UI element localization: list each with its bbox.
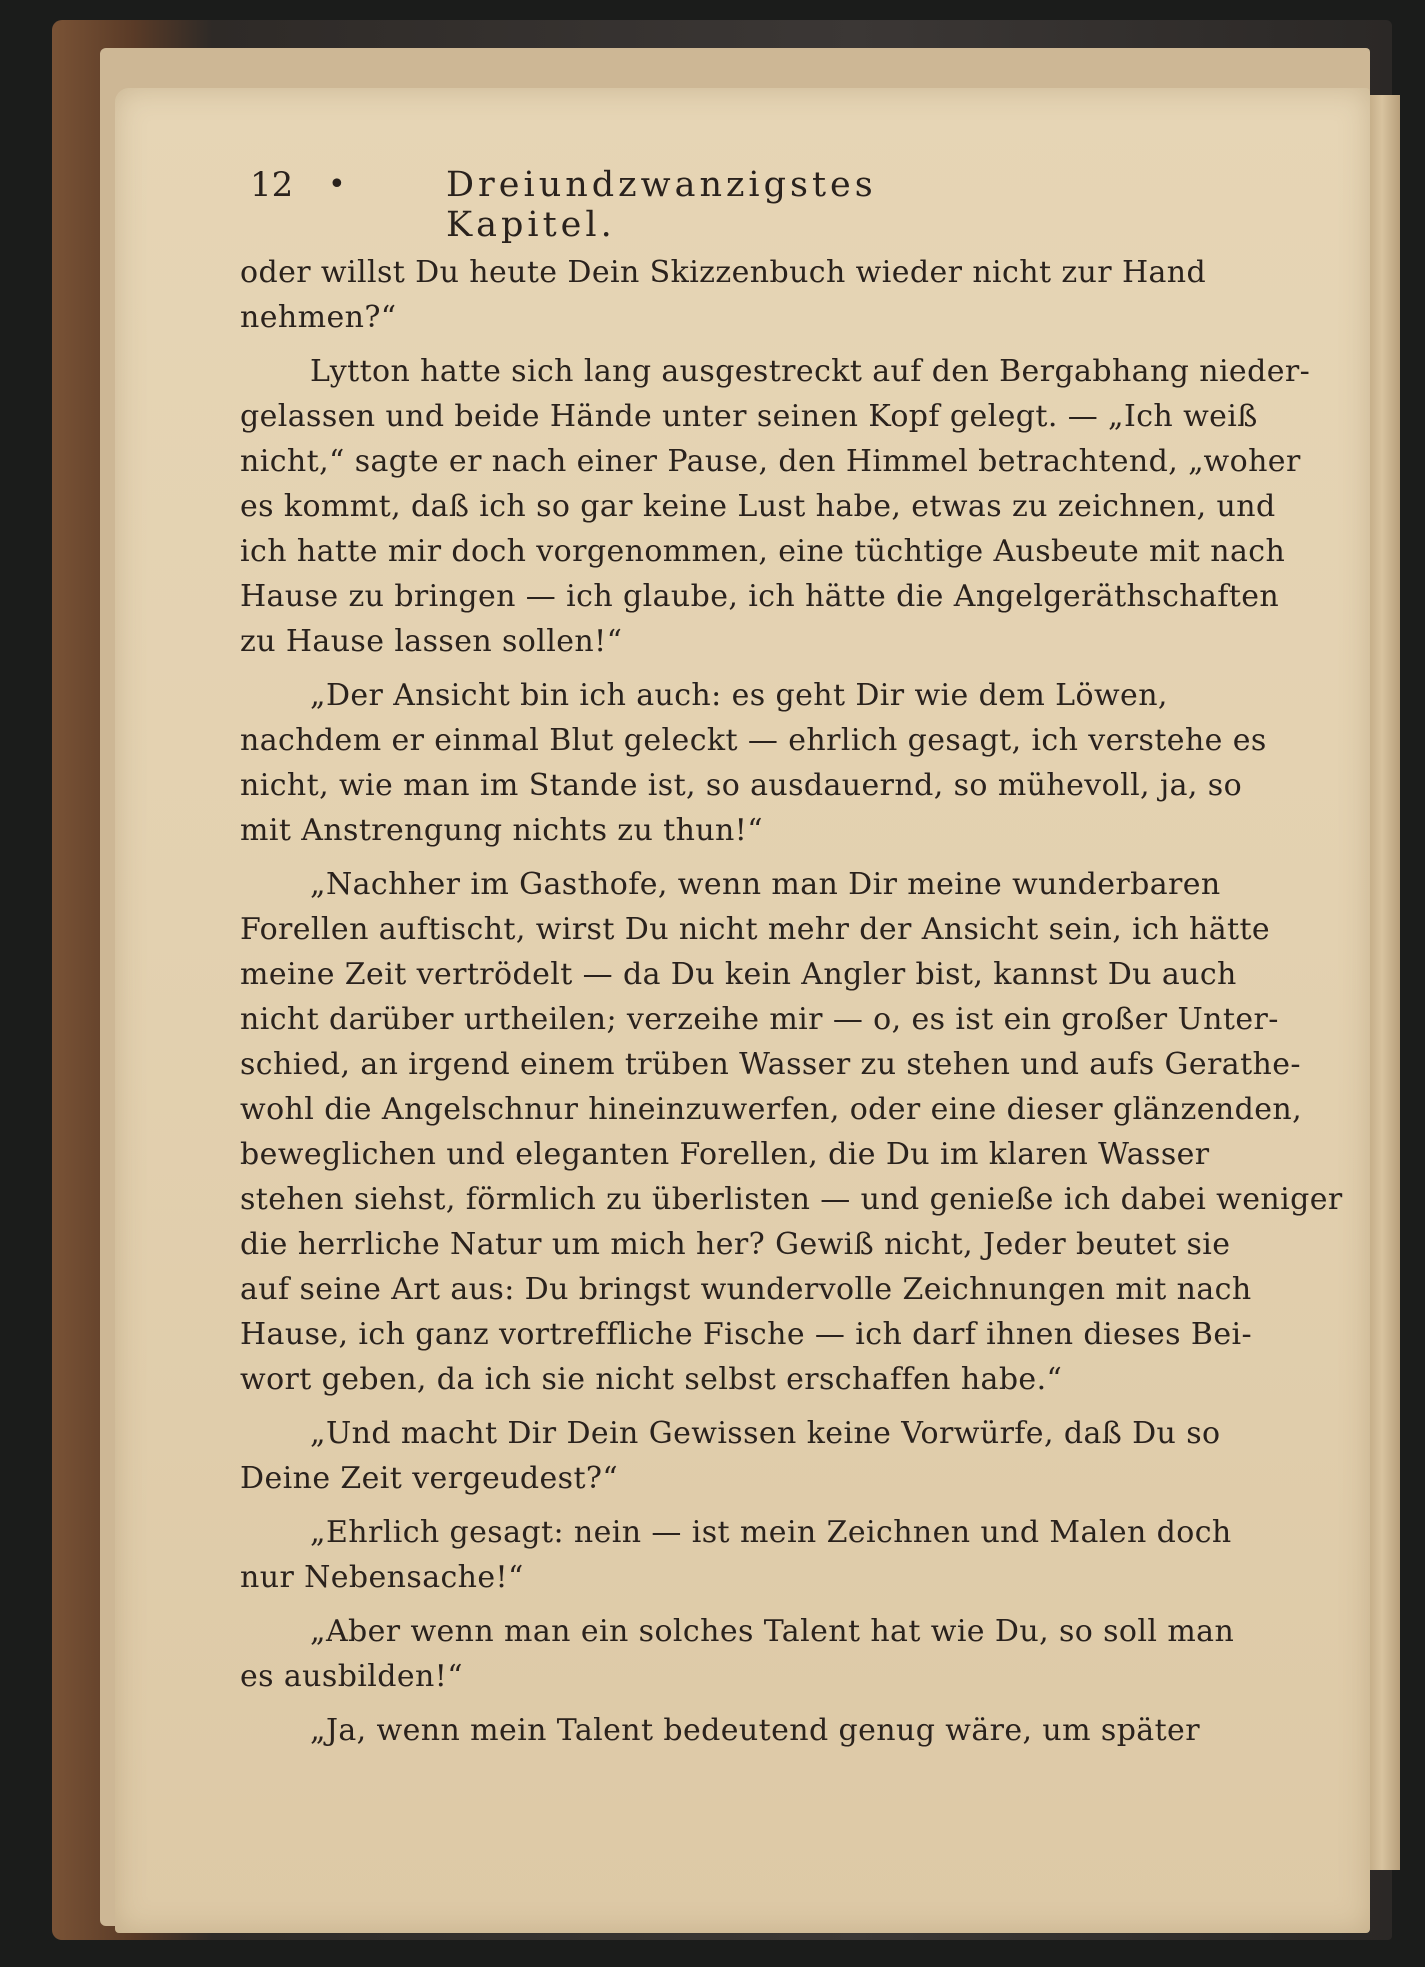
text-line: oder willst Du heute Dein Skizzenbuch wieder nicht zur Hand [240,255,1207,290]
page-number: 12 [250,165,294,205]
text-line: „Ehrlich gesagt: nein — ist mein Zeichnen und Malen doch [310,1515,1232,1550]
text-line: wohl die Angelschnur hineinzuwerfen, oder eine dieser glänzenden, [240,1092,1303,1127]
text-line: Forellen auftischt, wirst Du nicht mehr der Ansicht sein, ich hätte [240,912,1271,947]
text-line: nehmen?“ [240,300,397,335]
facing-page-edge [1368,95,1400,1870]
text-line: Hause zu bringen — ich glaube, ich hätte die Angelgeräthschaften [240,579,1280,614]
chapter-title: Dreiundzwanzigstes Kapitel. [446,165,877,245]
text-line: auf seine Art aus: Du bringst wundervolle Zeichnungen mit nach [240,1272,1252,1307]
text-line: beweglichen und eleganten Forellen, die Du im klaren Wasser [240,1137,1210,1172]
text-line: „Der Ansicht bin ich auch: es geht Dir wie dem Löwen, [310,678,1168,713]
running-header [250,165,1010,245]
text-line: mit Anstrengung nichts zu thun!“ [240,813,763,848]
header-ornament: • [328,167,346,202]
text-line: zu Hause lassen sollen!“ [240,624,623,659]
text-line: nicht darüber urtheilen; verzeihe mir — o, es ist ein großer Unter- [240,1002,1279,1037]
text-line: nicht, wie man im Stande ist, so ausdauernd, so mühevoll, ja, so [240,768,1243,803]
text-line: nachdem er einmal Blut geleckt — ehrlich gesagt, ich verstehe es [240,723,1267,758]
text-line: Deine Zeit vergeudest?“ [240,1461,619,1496]
text-line: „Und macht Dir Dein Gewissen keine Vorwürfe, daß Du so [310,1416,1221,1451]
text-line: Hause, ich ganz vortreffliche Fische — ich darf ihnen dieses Bei- [240,1317,1253,1352]
text-line: Lytton hatte sich lang ausgestreckt auf den Bergabhang nieder- [310,354,1311,389]
body-text [240,250,1343,1753]
text-line: nur Nebensache!“ [240,1560,524,1595]
text-line: schied, an irgend einem trüben Wasser zu stehen und aufs Gerathe- [240,1047,1301,1082]
text-line: meine Zeit vertrödelt — da Du kein Angler bist, kannst Du auch [240,957,1237,992]
text-line: die herrliche Natur um mich her? Gewiß nicht, Jeder beutet sie [240,1227,1231,1262]
text-line: gelassen und beide Hände unter seinen Kopf gelegt. — „Ich weiß [240,399,1258,434]
text-line: ich hatte mir doch vorgenommen, eine tüchtige Ausbeute mit nach [240,534,1286,569]
text-line: stehen siehst, förmlich zu überlisten — und genieße ich dabei weniger [240,1182,1343,1217]
text-line: „Aber wenn man ein solches Talent hat wie Du, so soll man [310,1614,1235,1649]
text-line: es kommt, daß ich so gar keine Lust habe, etwas zu zeichnen, und [240,489,1276,524]
text-line: wort geben, da ich sie nicht selbst erschaffen habe.“ [240,1362,1063,1397]
text-line: es ausbilden!“ [240,1659,463,1694]
text-line: „Nachher im Gasthofe, wenn man Dir meine wunderbaren [310,867,1221,902]
text-line: „Ja, wenn mein Talent bedeutend genug wäre, um später [310,1713,1200,1748]
text-line: nicht,“ sagte er nach einer Pause, den Himmel betrachtend, „woher [240,444,1301,479]
